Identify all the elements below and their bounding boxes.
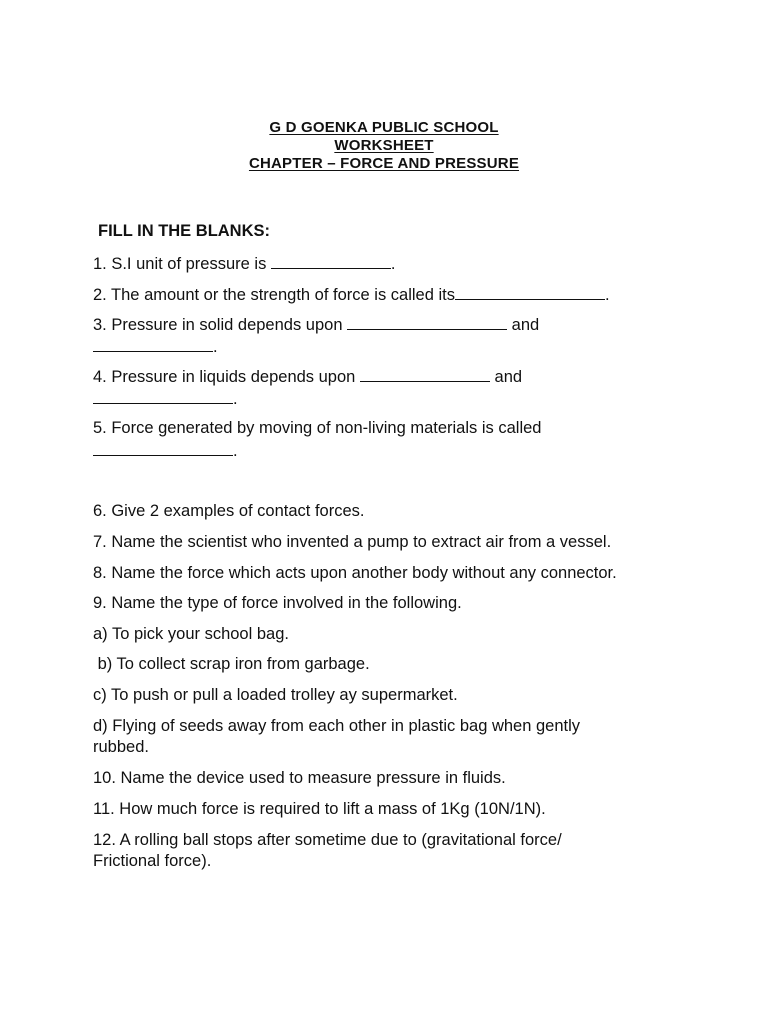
- question-2: 2. The amount or the strength of force is called its .: [93, 286, 610, 304]
- question-3-continued: .: [93, 337, 218, 357]
- question-10: 10. Name the device used to measure pressure in fluids.: [93, 769, 506, 787]
- answer-blank: [360, 367, 490, 382]
- question-9d-continued: rubbed.: [93, 738, 149, 756]
- question-1: 1. S.I unit of pressure is .: [93, 255, 396, 273]
- worksheet-heading: WORKSHEET: [334, 137, 434, 154]
- school-name: G D GOENKA PUBLIC SCHOOL: [269, 119, 499, 136]
- question-7: 7. Name the scientist who invented a pump to extract air from a vessel.: [93, 533, 612, 551]
- answer-blank: [93, 441, 233, 456]
- question-9d: d) Flying of seeds away from each other in plastic bag when gently: [93, 717, 581, 735]
- question-12: 12. A rolling ball stops after sometime due to (gravitational force/: [93, 831, 562, 849]
- section-title: FILL IN THE BLANKS:: [98, 222, 271, 240]
- answer-blank: [347, 315, 507, 330]
- question-4-continued: .: [93, 389, 238, 409]
- question-3: 3. Pressure in solid depends upon and: [93, 316, 540, 334]
- question-4: 4. Pressure in liquids depends upon and: [93, 368, 523, 386]
- chapter-title: CHAPTER – FORCE AND PRESSURE: [248, 155, 520, 172]
- question-11: 11. How much force is required to lift a mass of 1Kg (10N/1N).: [93, 800, 546, 818]
- answer-blank: [93, 337, 213, 352]
- answer-blank: [271, 254, 391, 269]
- question-9: 9. Name the type of force involved in the following.: [93, 594, 462, 612]
- answer-blank: [93, 389, 233, 404]
- question-9b: b) To collect scrap iron from garbage.: [93, 655, 370, 673]
- question-8: 8. Name the force which acts upon another body without any connector.: [93, 564, 617, 582]
- question-9c: c) To push or pull a loaded trolley ay supermarket.: [93, 686, 458, 704]
- question-9a: a) To pick your school bag.: [93, 625, 289, 643]
- question-12-continued: Frictional force).: [93, 852, 212, 870]
- question-5-continued: .: [93, 441, 238, 461]
- answer-blank: [455, 285, 605, 300]
- question-6: 6. Give 2 examples of contact forces.: [93, 502, 365, 520]
- question-5: 5. Force generated by moving of non-living materials is called: [93, 419, 542, 437]
